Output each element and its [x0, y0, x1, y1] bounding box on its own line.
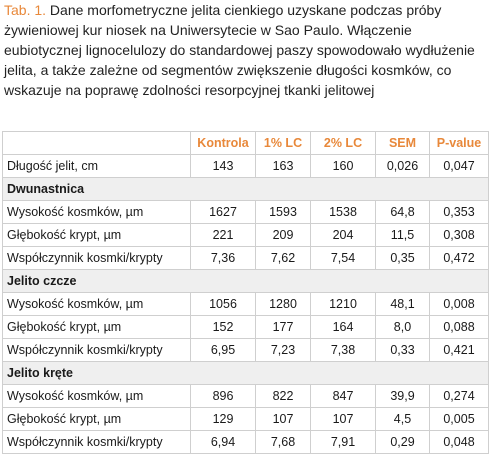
caption-text: Dane morfometryczne jelita cienkiego uzyskane podczas próby żywieniowej kur niosek na Uniwersytecie w Sao Paulo. Włączenie eubiotycznej lignocelulozy do standardowej paszy spowodowało wydłużenie jelita, a także zależne od segmentów zwiększenie długości kosmków, co wskazuje na poprawę zdolności resorpcyjnej tkanki jelitowej	[4, 2, 475, 98]
value-cell: 152	[191, 316, 256, 339]
value-cell: 1056	[191, 293, 256, 316]
value-cell: 6,94	[191, 431, 256, 454]
value-cell: 164	[311, 316, 376, 339]
value-cell: 48,1	[376, 293, 430, 316]
value-cell: 896	[191, 385, 256, 408]
value-cell: 0,047	[430, 155, 489, 178]
value-cell: 0,026	[376, 155, 430, 178]
table-row	[3, 201, 489, 224]
value-cell: 1593	[256, 201, 311, 224]
row-label: Głębokość krypt, µm	[3, 224, 191, 247]
value-cell: 1210	[311, 293, 376, 316]
value-cell: 0,088	[430, 316, 489, 339]
section-title: Jelito kręte	[3, 362, 489, 385]
value-cell: 0,308	[430, 224, 489, 247]
row-label: Współczynnik kosmki/krypty	[3, 339, 191, 362]
value-cell: 0,421	[430, 339, 489, 362]
header-cell: SEM	[376, 132, 430, 155]
value-cell: 0,008	[430, 293, 489, 316]
value-cell: 204	[311, 224, 376, 247]
value-cell: 0,29	[376, 431, 430, 454]
value-cell: 209	[256, 224, 311, 247]
value-cell: 7,68	[256, 431, 311, 454]
value-cell: 4,5	[376, 408, 430, 431]
value-cell: 163	[256, 155, 311, 178]
value-cell: 7,38	[311, 339, 376, 362]
table-row	[3, 155, 489, 178]
table-header-row	[3, 132, 489, 155]
value-cell: 11,5	[376, 224, 430, 247]
value-cell: 0,35	[376, 247, 430, 270]
value-cell: 177	[256, 316, 311, 339]
value-cell: 8,0	[376, 316, 430, 339]
row-label: Długość jelit, cm	[3, 155, 191, 178]
value-cell: 143	[191, 155, 256, 178]
value-cell: 7,23	[256, 339, 311, 362]
row-label: Wysokość kosmków, µm	[3, 201, 191, 224]
value-cell: 39,9	[376, 385, 430, 408]
header-cell: 2% LC	[311, 132, 376, 155]
data-table	[2, 131, 489, 454]
value-cell: 6,95	[191, 339, 256, 362]
value-cell: 7,54	[311, 247, 376, 270]
value-cell: 0,33	[376, 339, 430, 362]
table-row	[3, 385, 489, 408]
value-cell: 107	[256, 408, 311, 431]
value-cell: 822	[256, 385, 311, 408]
row-label: Wysokość kosmków, µm	[3, 385, 191, 408]
value-cell: 160	[311, 155, 376, 178]
value-cell: 7,36	[191, 247, 256, 270]
section-title: Jelito czcze	[3, 270, 489, 293]
value-cell: 7,62	[256, 247, 311, 270]
value-cell: 847	[311, 385, 376, 408]
value-cell: 64,8	[376, 201, 430, 224]
value-cell: 0,472	[430, 247, 489, 270]
value-cell: 1280	[256, 293, 311, 316]
header-cell: 1% LC	[256, 132, 311, 155]
header-cell	[3, 132, 191, 155]
table-row	[3, 316, 489, 339]
section-row	[3, 270, 489, 293]
value-cell: 107	[311, 408, 376, 431]
table-row	[3, 431, 489, 454]
row-label: Wysokość kosmków, µm	[3, 293, 191, 316]
row-label: Głębokość krypt, µm	[3, 408, 191, 431]
value-cell: 7,91	[311, 431, 376, 454]
header-cell: P-value	[430, 132, 489, 155]
row-label: Głębokość krypt, µm	[3, 316, 191, 339]
header-cell: Kontrola	[191, 132, 256, 155]
table-row	[3, 247, 489, 270]
value-cell: 0,353	[430, 201, 489, 224]
value-cell: 129	[191, 408, 256, 431]
value-cell: 221	[191, 224, 256, 247]
value-cell: 1627	[191, 201, 256, 224]
table-row	[3, 293, 489, 316]
table-row	[3, 339, 489, 362]
value-cell: 0,005	[430, 408, 489, 431]
value-cell: 0,274	[430, 385, 489, 408]
row-label: Współczynnik kosmki/krypty	[3, 431, 191, 454]
section-title: Dwunastnica	[3, 178, 489, 201]
row-label: Współczynnik kosmki/krypty	[3, 247, 191, 270]
section-row	[3, 178, 489, 201]
value-cell: 1538	[311, 201, 376, 224]
caption-label: Tab. 1.	[4, 2, 47, 18]
table-row	[3, 408, 489, 431]
table-body	[3, 155, 489, 454]
table-row	[3, 224, 489, 247]
section-row	[3, 362, 489, 385]
value-cell: 0,048	[430, 431, 489, 454]
table-caption	[4, 0, 488, 100]
